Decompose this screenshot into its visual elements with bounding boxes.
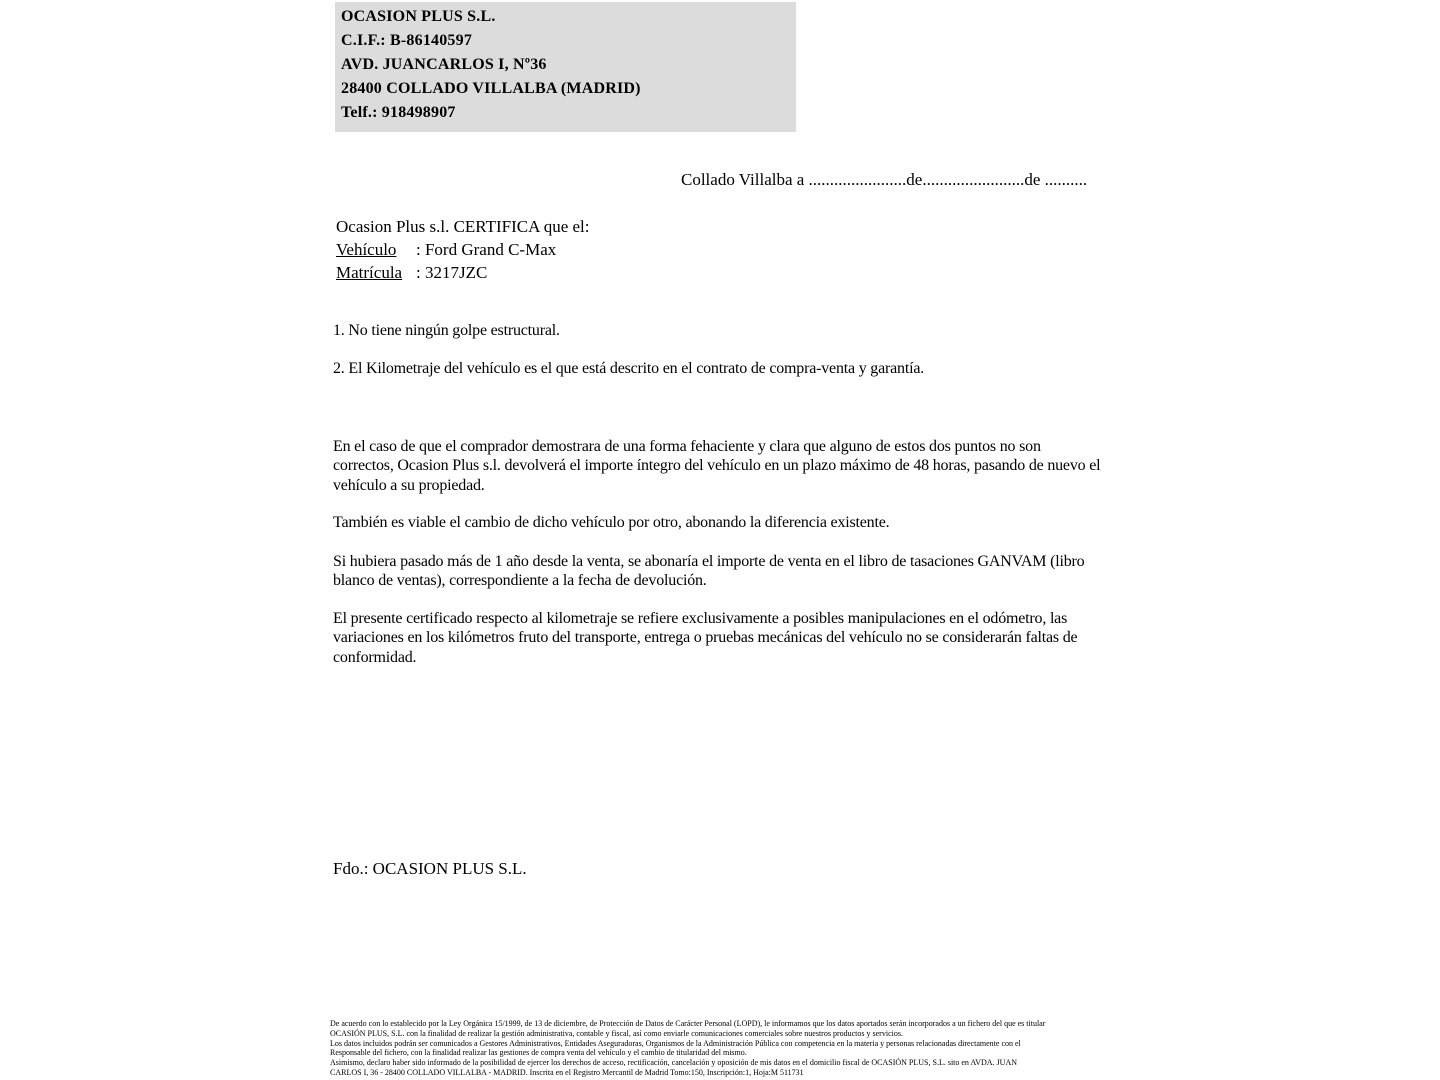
legal-line: De acuerdo con lo establecido por la Ley Orgánica 15/1999, de 13 de diciembre, de Protección de Datos de Carácter Personal (LOPD), le informamos que los datos aportados serán incorporados a un fichero del que es titular [330,1019,1046,1028]
company-cif: C.I.F.: B-86140597 [341,32,473,49]
legal-notice [330,1019,1045,1078]
vehicle-row [336,238,590,261]
company-address: AVD. JUANCARLOS I, Nº36 [341,56,547,73]
company-header-box [335,2,796,132]
vehicle-value: : Ford Grand C-Max [416,240,557,259]
date-line: Collado Villalba a .......................de........................de .......... [681,170,1088,189]
company-name: OCASION PLUS S.L. [341,8,496,25]
paragraph-vehicle-exchange: También es viable el cambio de dicho vehículo por otro, abonando la diferencia existente. [333,514,890,531]
certify-block [336,215,590,284]
legal-line: Los datos incluidos podrán ser comunicados a Gestores Administrativos, Entidades Aseguradoras, Organismos de la Administración Pública con competencia en la materia y personas relacionadas directamente con el [330,1038,1021,1048]
company-phone: Telf.: 918498907 [341,104,456,121]
legal-line: CARLOS I, 36 - 28400 COLLADO VILLALBA - MADRID. Inscrita en el Registro Mercantil de Madrid Tomo:150, Inscripción:1, Hoja:M 511731 [330,1067,804,1077]
plate-row [336,261,590,284]
plate-label: Matrícula [336,263,403,282]
certify-intro: Ocasion Plus s.l. CERTIFICA que el: [336,217,590,236]
legal-line: Asimismo, declaro haber sido informado de la posibilidad de ejercer los derechos de acceso, rectificación, cancelación y oposición de mis datos en el domicilio fiscal de OCASIÓN PLUS, S.L. sito en AVDA. JUAN [330,1058,1018,1068]
plate-value: : 3217JZC [416,263,488,282]
company-city: 28400 COLLADO VILLALBA (MADRID) [341,80,641,97]
paragraph-odometer-disclaimer: El presente certificado respecto al kilometraje se refiere exclusivamente a posibles manipulaciones en el odómetro, las variaciones en los kilómetros fruto del transporte, entrega o pruebas mecánicas del vehículo no se considerarán faltas de conformidad. [333,610,1078,666]
point-structural-damage: 1. No tiene ningún golpe estructural. [333,322,560,339]
paragraph-one-year-clause: Si hubiera pasado más de 1 año desde la venta, se abonaría el importe de venta en el libro de tasaciones GANVAM (libro blanco de ventas), correspondiente a la fecha de devolución. [333,553,1085,590]
legal-line: Responsable del fichero, con la finalidad realizar las gestiones de compra venta del vehículo y el cambio de titularidad del mismo. [330,1048,747,1058]
paragraph-refund-policy: En el caso de que el comprador demostrara de una forma fehaciente y clara que alguno de estos dos puntos no son correctos, Ocasion Plus s.l. devolverá el importe íntegro del vehículo en un plazo máximo de 48 horas, pasando de nuevo el vehículo a su propiedad. [333,438,1101,494]
legal-line: OCASIÓN PLUS, S.L. con la finalidad de realizar la gestión administrativa, contable y fiscal, así como enviarle comunicaciones comerciales sobre nuestros productos y servicios. [330,1028,903,1038]
vehicle-label: Vehículo [336,240,397,259]
point-mileage: 2. El Kilometraje del vehículo es el que está descrito en el contrato de compra-venta y garantía. [333,360,925,377]
signature-line: Fdo.: OCASION PLUS S.L. [333,859,527,878]
